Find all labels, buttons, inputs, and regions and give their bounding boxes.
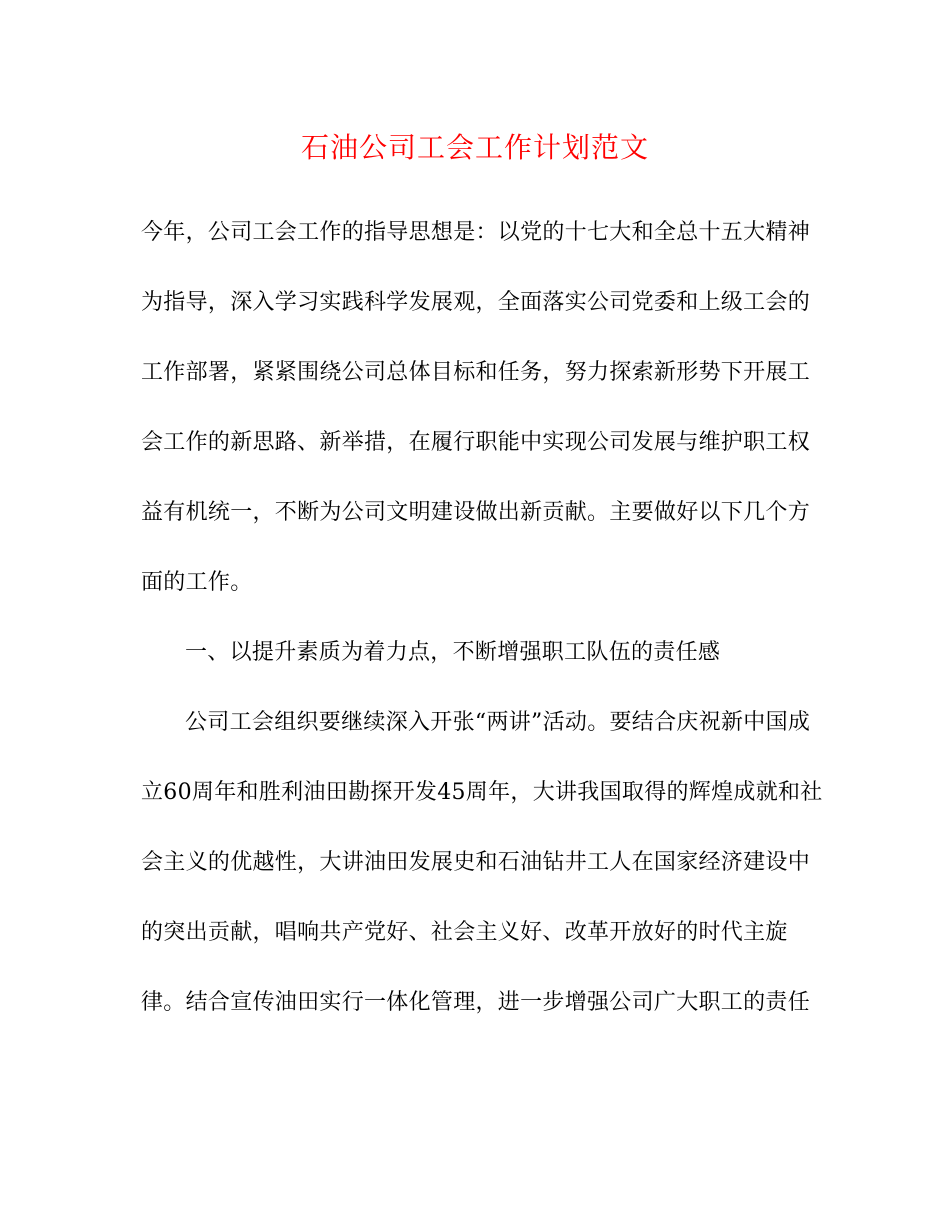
paragraph-line: 工作部署，紧紧围绕公司总体目标和任务，努力探索新形势下开展工 <box>141 360 811 385</box>
paragraph-line: 公司工会组织要继续深入开张“两讲”活动。要结合庆祝新中国成 <box>185 710 811 735</box>
paragraph-line: 律。结合宣传油田实行一体化管理，进一步增强公司广大职工的责任 <box>141 990 811 1015</box>
paragraph-line: 的突出贡献，唱响共产党好、社会主义好、改革开放好的时代主旋 <box>141 920 788 945</box>
paragraph-line: 益有机统一，不断为公司文明建设做出新贡献。主要做好以下几个方 <box>141 500 811 525</box>
paragraph-line: 会主义的优越性，大讲油田发展史和石油钻井工人在国家经济建设中 <box>141 850 811 875</box>
section-heading: 一、以提升素质为着力点，不断增强职工队伍的责任感 <box>185 640 721 665</box>
paragraph-line: 面的工作。 <box>141 570 253 595</box>
paragraph-line: 今年，公司工会工作的指导思想是：以党的十七大和全总十五大精神 <box>141 220 811 245</box>
paragraph-line: 会工作的新思路、新举措，在履行职能中实现公司发展与维护职工权 <box>141 430 811 455</box>
document-title: 石油公司工会工作计划范文 <box>300 131 649 164</box>
paragraph-line: 为指导，深入学习实践科学发展观，全面落实公司党委和上级工会的 <box>141 290 811 315</box>
paragraph-line: 立60周年和胜利油田勘探开发45周年，大讲我国取得的辉煌成就和社 <box>141 780 823 805</box>
